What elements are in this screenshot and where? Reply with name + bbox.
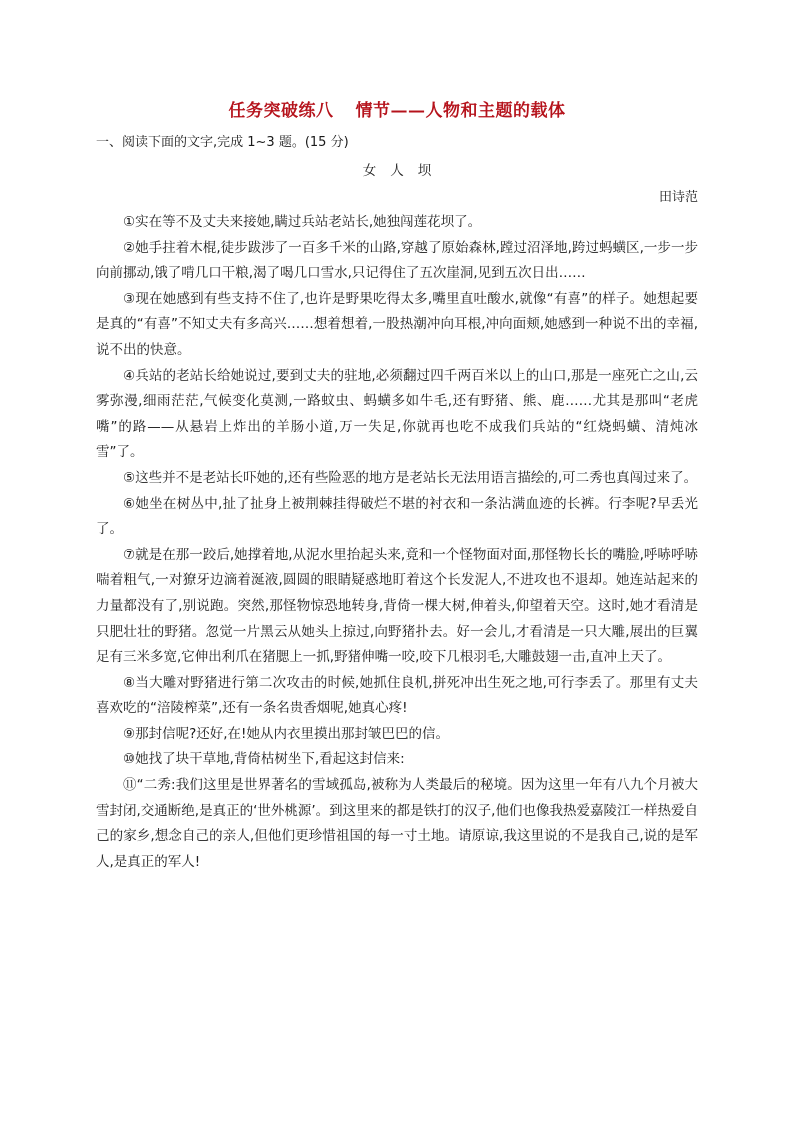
paragraph: ⑧当大雕对野猪进行第二次攻击的时候,她抓住良机,拼死冲出生死之地,可行李丢了。那里有丈夫喜欢吃的“涪陵榨菜”,还有一条名贵香烟呢,她真心疼! bbox=[96, 674, 698, 717]
paragraph: ⑦就是在那一跤后,她撑着地,从泥水里抬起头来,竟和一个怪物面对面,那怪物长长的嘴脸,呼哧呼哧喘着粗气,一对獠牙边滴着涎液,圆圆的眼睛疑惑地盯着这个长发泥人,不进攻也不退却。她连站起来的力量都没有了,别说跑。突然,那怪物惊恐地转身,背倚一棵大树,伸着头,仰望着天空。这时,她才看清是只肥壮壮的野猪。忽觉一片黑云从她头上掠过,向野猪扑去。好一会儿,才看清是一只大雕,展出的巨翼足有三米多宽,它伸出利爪在猪腮上一抓,野猪伸嘴一咬,咬下几根羽毛,大雕鼓翅一击,直冲上天了。 bbox=[96, 546, 698, 666]
paragraph: ①实在等不及丈夫来接她,瞒过兵站老站长,她独闯莲花坝了。 bbox=[123, 214, 482, 230]
page-title bbox=[0, 96, 794, 121]
title-part-1: 任务突破练八 bbox=[228, 101, 334, 121]
paragraph: ④兵站的老站长给她说过,要到丈夫的驻地,必须翻过四千两百米以上的山口,那是一座死亡之山,云雾弥漫,细雨茫茫,气候变化莫测,一路蚊虫、蚂蟥多如牛毛,还有野猪、熊、鹿……尤其是那叫“老虎嘴”的路——从悬岩上炸出的羊肠小道,万一失足,你就再也吃不成我们兵站的“红烧蚂蟥、清炖冰雪”了。 bbox=[96, 367, 698, 461]
story-author: 田诗范 bbox=[658, 190, 698, 205]
question-intro: 一、阅读下面的文字,完成 1~3 题。(15 分) bbox=[96, 135, 349, 150]
title-part-2: 情节——人物和主题的载体 bbox=[355, 101, 566, 121]
paragraph: ⑤这些并不是老站长吓她的,还有些险恶的地方是老站长无法用语言描绘的,可二秀也真闯过来了。 bbox=[123, 469, 698, 486]
paragraph: ⑨那封信呢?还好,在!她从内衣里摸出那封皱巴巴的信。 bbox=[123, 725, 449, 742]
paragraph: ⑪“二秀:我们这里是世界著名的雪域孤岛,被称为人类最后的秘境。因为这里一年有八九个月被大雪封闭,交通断绝,是真正的‘世外桃源’。到这里来的都是铁打的汉子,他们也像我热爱嘉陵江一样热爱自己的家乡,想念自己的亲人,但他们更珍惜祖国的每一寸土地。请原谅,我这里说的不是我自己,说的是军人,是真正的军人! bbox=[96, 777, 698, 870]
paragraph: ⑥她坐在树丛中,扯了扯身上被荆棘挂得破烂不堪的衬衣和一条沾满血迹的长裤。行李呢?早丢光了。 bbox=[96, 495, 698, 538]
paragraph: ⑩她找了块干草地,背倚枯树坐下,看起这封信来: bbox=[123, 751, 405, 768]
story-body bbox=[96, 210, 698, 875]
story-title: 女人坝 bbox=[362, 163, 446, 179]
paragraph: ②她手拄着木棍,徒步跋涉了一百多千米的山路,穿越了原始森林,蹚过沼泽地,跨过蚂蟥区,一步一步向前挪动,饿了啃几口干粮,渴了喝几口雪水,只记得住了五次崖洞,见到五次日出…… bbox=[96, 239, 698, 282]
paragraph: ③现在她感到有些支持不住了,也许是野果吃得太多,嘴里直吐酸水,就像“有喜”的样子。她想起要是真的“有喜”不知丈夫有多高兴……想着想着,一股热潮冲向耳根,冲向面颊,她感到一种说不出的幸福,说不出的快意。 bbox=[96, 290, 698, 358]
